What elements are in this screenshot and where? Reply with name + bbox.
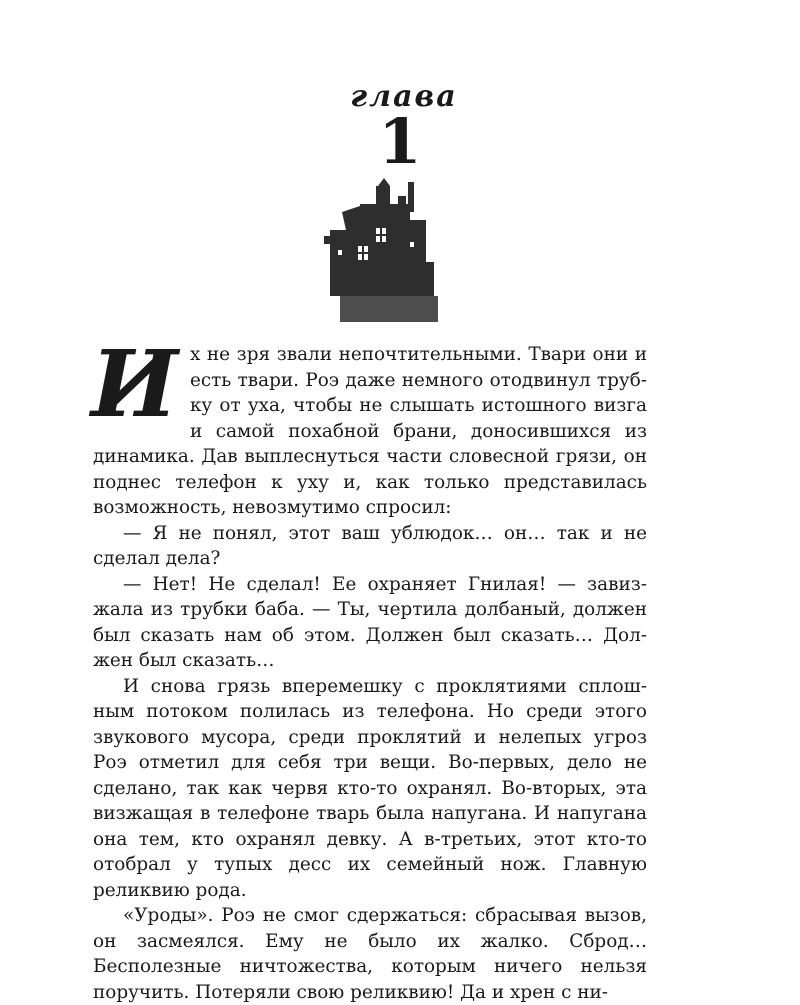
chapter-text [91, 330, 647, 1005]
paragraph: — Я не понял, этот ваш ублюдок… он… так и не сделал дела? [93, 522, 647, 569]
paragraph: «Уроды». Роэ не смог сдержаться: сбрасывая вызов, он засмеялся. Ему не было их жалко. Сброд… Бесполезные ничтожества, которым ничего нельзя поручить. Потеряли свою реликвию! Да и хрен с ни- [93, 905, 647, 1003]
chapter-heading [0, 79, 800, 178]
chapter-label: глава [350, 79, 458, 114]
paragraph-opening [91, 330, 647, 521]
chapter-number: 1 [378, 105, 422, 178]
paragraph: И снова грязь вперемешку с проклятиями сплошным потоком полилась из телефона. Но среди этого звукового мусора, среди проклятий и нелепых угроз Роэ отметил для себя три вещи. Во-первых, дело не сделано, так как червя кто-то охранял. Во-вторых, эта визжащая в телефоне тварь была напугана. И напугана она тем, кто охранял девку. А в-третьих, этот кто-то отобрал у тупых десс их семейный нож. Главную реликвию рода. [93, 675, 647, 901]
paragraph: — Нет! Не сделал! Ее охраняет Гнилая! — завизжала из трубки баба. — Ты, чертила долбаный, должен был сказать нам об этом. Должен был сказать… Должен был сказать… [93, 573, 647, 671]
drop-cap: И [91, 330, 178, 438]
haunted-house-silhouette-icon [320, 178, 440, 322]
paragraph-text: х не зря звали непочтительными. Твари они и есть твари. Роэ даже немного отодвинул трубку от уха, чтобы не слышать истошного визга и самой похабной брани, доносившихся из динамика. Дав выплеснуться части словесной грязи, он поднес телефон к уху и, как только представилась возможность, невозмутимо спросил: [93, 344, 647, 518]
